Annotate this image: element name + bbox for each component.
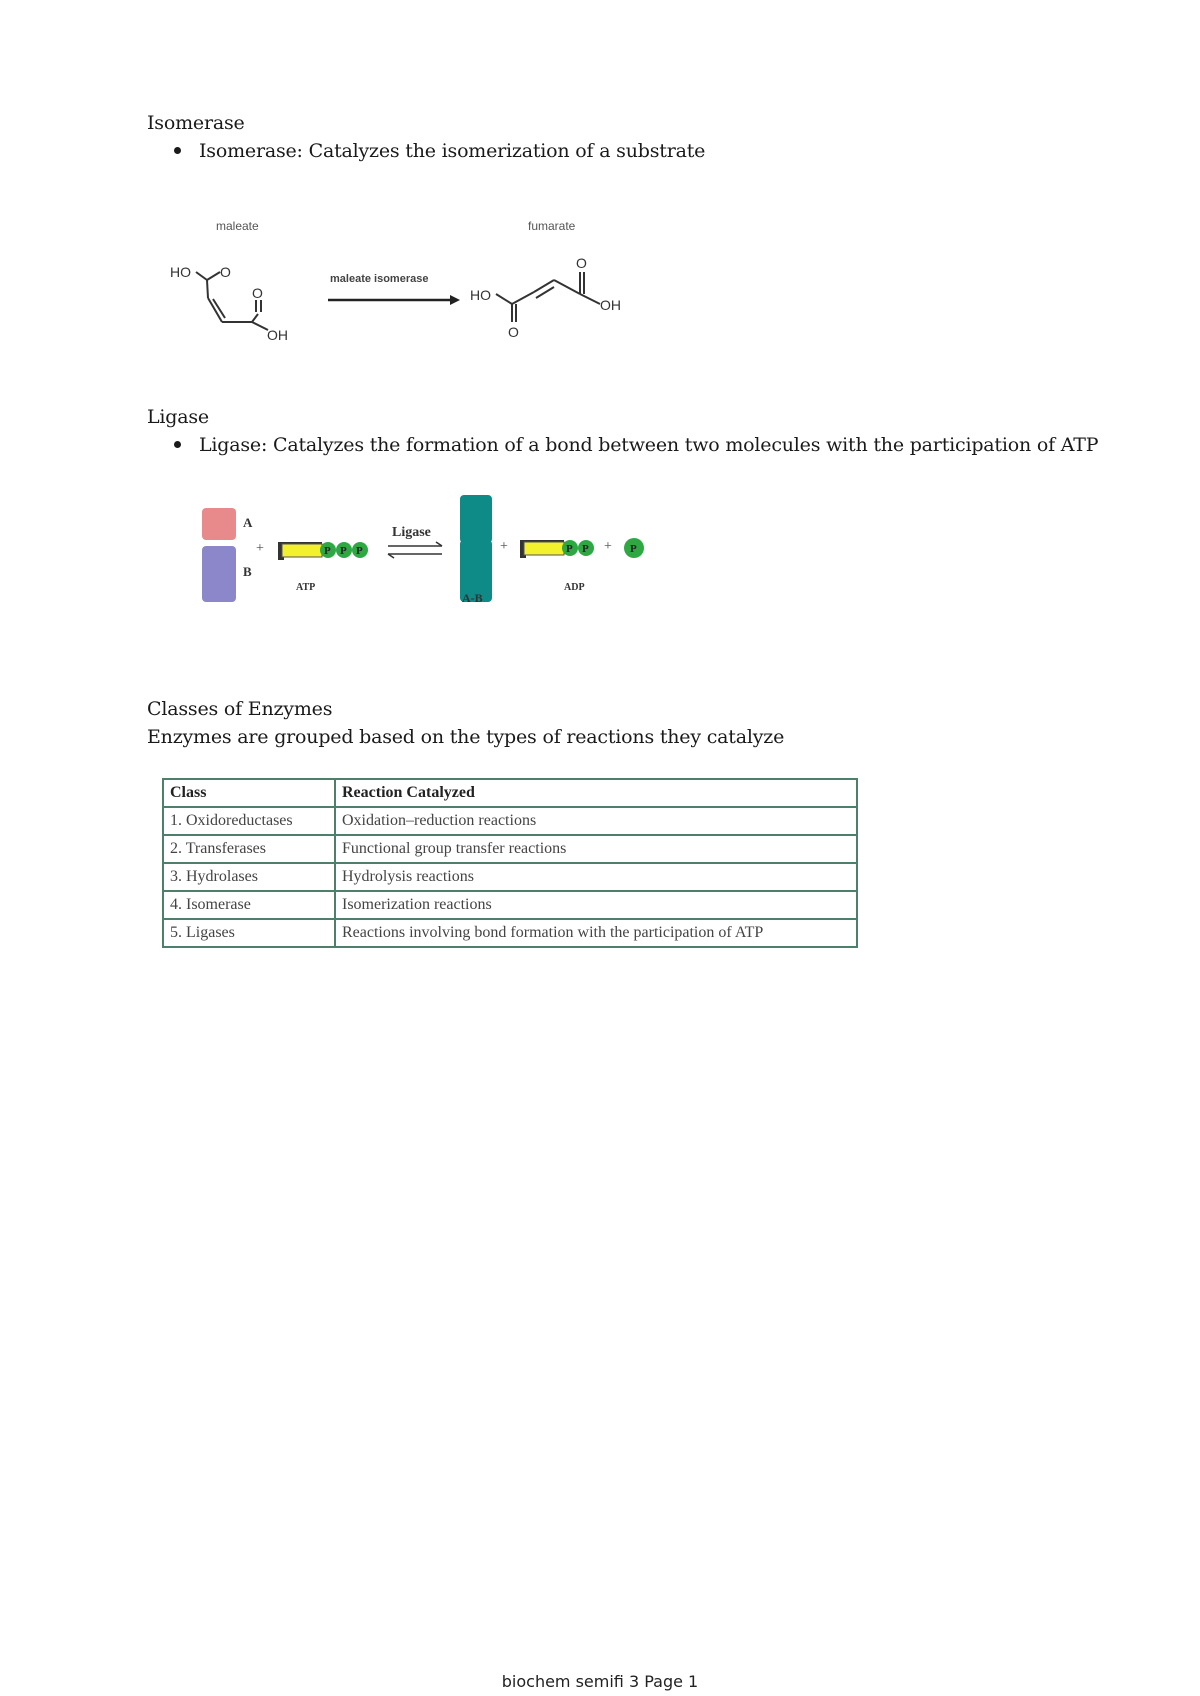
atp-label: ATP — [296, 582, 316, 593]
molecule-a-block — [202, 508, 236, 540]
isomerase-heading: Isomerase — [147, 112, 245, 134]
svg-text:P: P — [582, 543, 589, 555]
table-header-reaction: Reaction Catalyzed — [335, 779, 857, 807]
svg-text:P: P — [324, 545, 331, 557]
reaction-cell: Hydrolysis reactions — [335, 863, 857, 891]
adp-molecule — [520, 540, 594, 558]
ligase-bullet-text: Ligase: Catalyzes the formation of a bond between two molecules with the participation of ATP — [199, 434, 1099, 456]
isomerase-bullet — [174, 140, 705, 162]
class-cell: 1. Oxidoreductases — [163, 807, 335, 835]
classes-subheading: Enzymes are grouped based on the types of reactions they catalyze — [147, 726, 785, 748]
product-ab-label: A-B — [462, 591, 483, 605]
molecule-b-block — [202, 546, 236, 602]
maleate-label: maleate — [216, 219, 259, 233]
free-phosphate-label: P — [630, 543, 637, 555]
ligase-heading: Ligase — [147, 406, 209, 428]
table-header-class: Class — [163, 779, 335, 807]
bullet-icon — [174, 147, 181, 154]
table-row — [163, 891, 857, 919]
svg-text:P: P — [356, 545, 363, 557]
table-row — [163, 807, 857, 835]
plus-sign-3: + — [604, 539, 612, 554]
maleate-structure — [196, 272, 268, 330]
reaction-arrow-head-icon — [450, 295, 460, 305]
ligase-diagram — [190, 490, 670, 610]
table-row — [163, 835, 857, 863]
plus-sign-1: + — [256, 541, 264, 556]
isomerase-bullet-text: Isomerase: Catalyzes the isomerization of a substrate — [199, 140, 706, 162]
svg-text:P: P — [340, 545, 347, 557]
atp-molecule — [278, 542, 368, 560]
bullet-icon — [174, 441, 181, 448]
enzyme-label: maleate isomerase — [330, 273, 429, 285]
fumarate-structure — [496, 272, 600, 322]
equilibrium-arrows-icon — [388, 542, 442, 558]
maleate-o-atom: O — [220, 264, 231, 280]
table-row — [163, 863, 857, 891]
fumarate-upper-o-atom: O — [576, 255, 587, 271]
ligase-bullet — [174, 434, 1098, 456]
plus-sign-2: + — [500, 539, 508, 554]
class-cell: 4. Isomerase — [163, 891, 335, 919]
reaction-cell: Functional group transfer reactions — [335, 835, 857, 863]
table-row — [163, 919, 857, 947]
class-cell: 2. Transferases — [163, 835, 335, 863]
maleate-ho-atom: HO — [170, 264, 191, 280]
classes-heading: Classes of Enzymes — [147, 698, 333, 720]
maleate-oh-atom: OH — [267, 327, 288, 343]
reaction-cell: Isomerization reactions — [335, 891, 857, 919]
fumarate-oh-atom: OH — [600, 297, 621, 313]
maleate-isomerase-diagram — [150, 200, 650, 350]
ligase-enzyme-label: Ligase — [392, 525, 431, 540]
class-cell: 3. Hydrolases — [163, 863, 335, 891]
fumarate-lower-o-atom: O — [508, 324, 519, 340]
product-ab-top — [460, 495, 492, 543]
label-a: A — [243, 515, 253, 530]
table-header-row — [163, 779, 857, 807]
maleate-carbonyl-o-atom: O — [252, 285, 263, 301]
fumarate-ho-atom: HO — [470, 287, 491, 303]
reaction-cell: Reactions involving bond formation with the participation of ATP — [335, 919, 857, 947]
fumarate-label: fumarate — [528, 219, 576, 233]
svg-text:P: P — [566, 543, 573, 555]
page-footer: biochem semifi 3 Page 1 — [501, 1672, 699, 1691]
label-b: B — [243, 564, 252, 579]
adp-label: ADP — [564, 582, 585, 593]
reaction-cell: Oxidation–reduction reactions — [335, 807, 857, 835]
enzyme-classes-table — [162, 778, 858, 948]
class-cell: 5. Ligases — [163, 919, 335, 947]
